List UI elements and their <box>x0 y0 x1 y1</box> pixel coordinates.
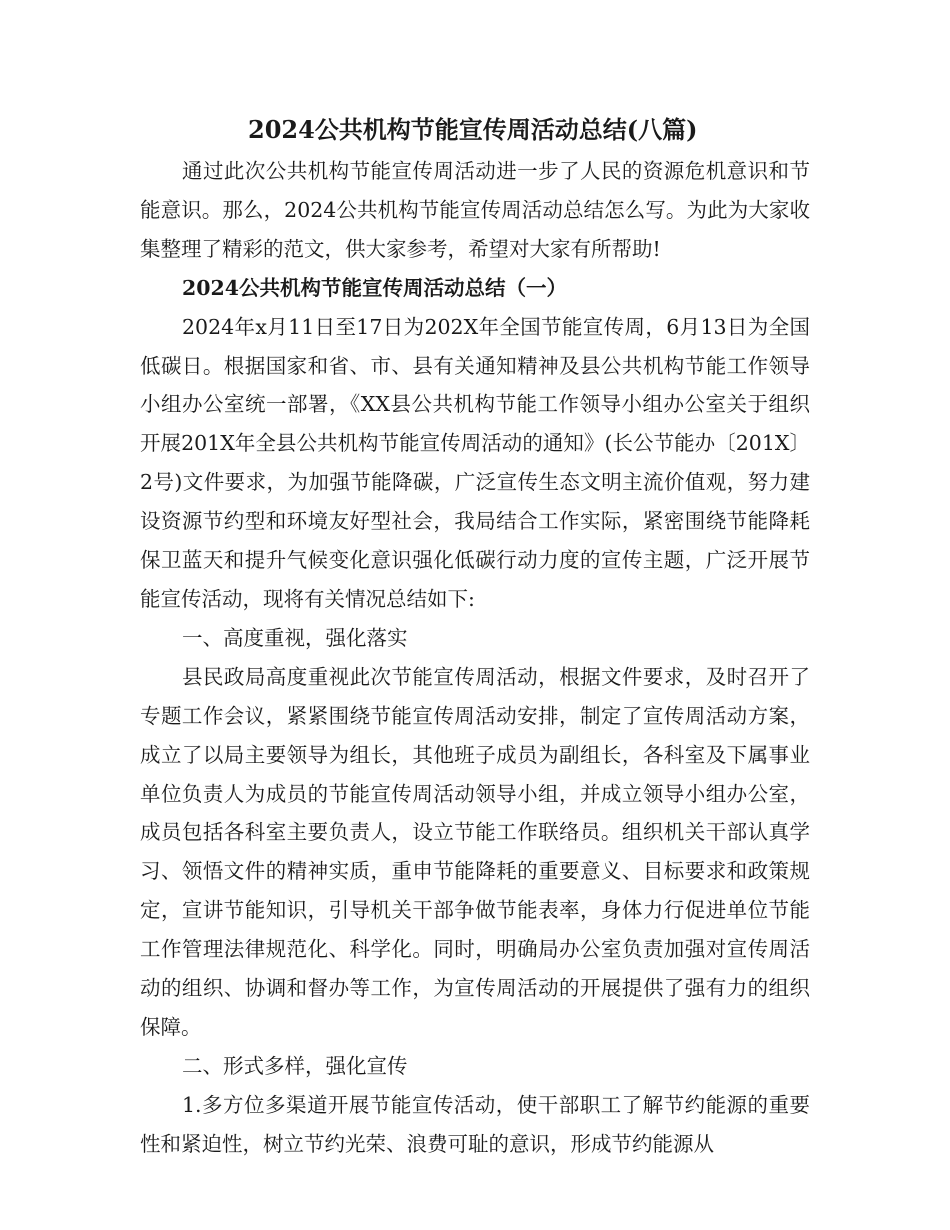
section-heading-1: 一、高度重视，强化落实 <box>182 625 408 650</box>
body-paragraph: 1.多方位多渠道开展节能宣传活动，使干部职工了解节约能源的重要性和紧迫性，树立节约光荣、浪费可耻的意识，形成节约能源从 <box>140 1092 810 1156</box>
section-title-one: 2024公共机构节能宣传周活动总结（一） <box>182 275 568 300</box>
body-paragraph: 县民政局高度重视此次节能宣传周活动，根据文件要求，及时召开了专题工作会议，紧紧围绕节能宣传周活动安排，制定了宣传周活动方案，成立了以局主要领导为组长，其他班子成员为副组长，各科室及下属事业单位负责人为成员的节能宣传周活动领导小组，并成立领导小组办公室，成员包括各科室主要负责人，设立节能工作联络员。组织机关干部认真学习、领悟文件的精神实质，重申节能降耗的重要意义、目标要求和政策规定，宣讲节能知识，引导机关干部争做节能表率，身体力行促进单位节能工作管理法律规范化、科学化。同时，明确局办公室负责加强对宣传周活动的组织、协调和督办等工作，为宣传周活动的开展提供了强有力的组织保障。 <box>140 664 810 1039</box>
intro-paragraph: 通过此次公共机构节能宣传周活动进一步了人民的资源危机意识和节能意识。那么，2024公共机构节能宣传周活动总结怎么写。为此为大家收集整理了精彩的范文，供大家参考，希望对大家有所帮助! <box>140 159 810 261</box>
body-paragraph: 2024年x月11日至17日为202X年全国节能宣传周，6月13日为全国低碳日。根据国家和省、市、县有关通知精神及县公共机构节能工作领导小组办公室统一部署，《XX县公共机构节能工作领导小组办公室关于组织开展201X年全县公共机构节能宣传周活动的通知》(长公节能办〔201X〕2号)文件要求，为加强节能降碳，广泛宣传生态文明主流价值观，努力建设资源节约型和环境友好型社会，我局结合工作实际，紧密围绕节能降耗保卫蓝天和提升气候变化意识强化低碳行动力度的宣传主题，广泛开展节能宣传活动，现将有关情况总结如下: <box>140 314 810 611</box>
document-page <box>140 112 810 1164</box>
section-heading-2: 二、形式多样，强化宣传 <box>182 1053 408 1078</box>
document-title: 2024公共机构节能宣传周活动总结(八篇) <box>248 115 698 144</box>
